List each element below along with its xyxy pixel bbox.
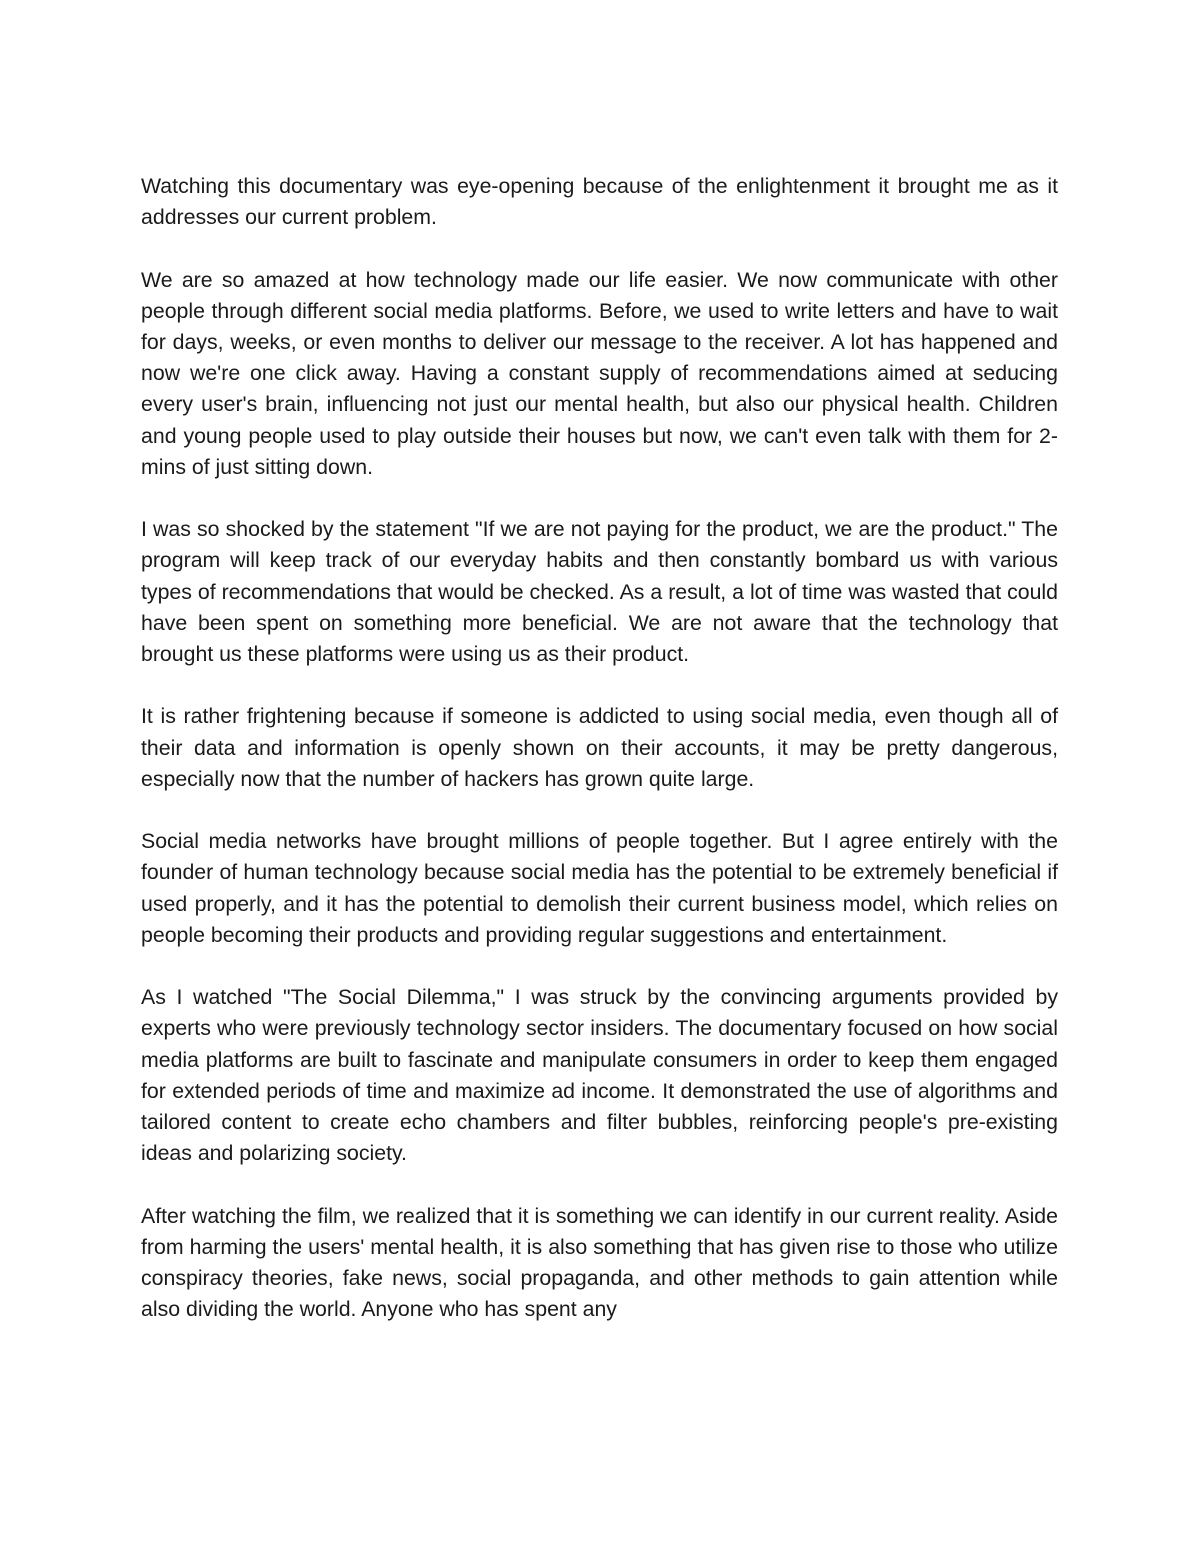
paragraph-frightening: It is rather frightening because if someone is addicted to using social media, even though all of their data and information is openly shown on their accounts, it may be pretty dangerous, especially now that the number of hackers has grown quite large. [141, 704, 1058, 791]
paragraph-networks: Social media networks have brought millions of people together. But I agree entirely with the founder of human technology because social media has the potential to be extremely beneficial if used properly, and it has the potential to demolish their current business model, which relies on people becoming their products and providing regular suggestions and entertainment. [141, 829, 1058, 947]
paragraph-social-dilemma: As I watched "The Social Dilemma," I was struck by the convincing arguments provided by experts who were previously technology sector insiders. The documentary focused on how social media platforms are built to fascinate and manipulate consumers in order to keep them engaged for extended periods of time and maximize ad income. It demonstrated the use of algorithms and tailored content to create echo chambers and filter bubbles, reinforcing people's pre-existing ideas and polarizing society. [141, 985, 1058, 1166]
paragraph-after-watching: After watching the film, we realized that it is something we can identify in our current reality. Aside from harming the users' mental health, it is also something that has given rise to those who utilize conspiracy theories, fake news, social propaganda, and other methods to gain attention while also dividing the world. Anyone who has spent any [141, 1203, 1058, 1322]
paragraph-technology: We are so amazed at how technology made our life easier. We now communicate with other people through different social media platforms. Before, we used to write letters and have to wait for days, weeks, or even months to deliver our message to the receiver. A lot has happened and now we're one click away. Having a constant supply of recommendations aimed at seducing every user's brain, influencing not just our mental health, but also our physical health. Children and young people used to play outside their houses but now, we can't even talk with them for 2-mins of just sitting down. [141, 267, 1058, 479]
paragraph-product: I was so shocked by the statement "If we are not paying for the product, we are the product." The program will keep track of our everyday habits and then constantly bombard us with various types of recommendations that would be checked. As a result, a lot of time was wasted that could have been spent on something more beneficial. We are not aware that the technology that brought us these platforms were using us as their product. [141, 517, 1058, 667]
document-body [141, 171, 1058, 1325]
paragraph-intro: Watching this documentary was eye-opening because of the enlightenment it brought me as it addresses our current problem. [141, 174, 1058, 230]
